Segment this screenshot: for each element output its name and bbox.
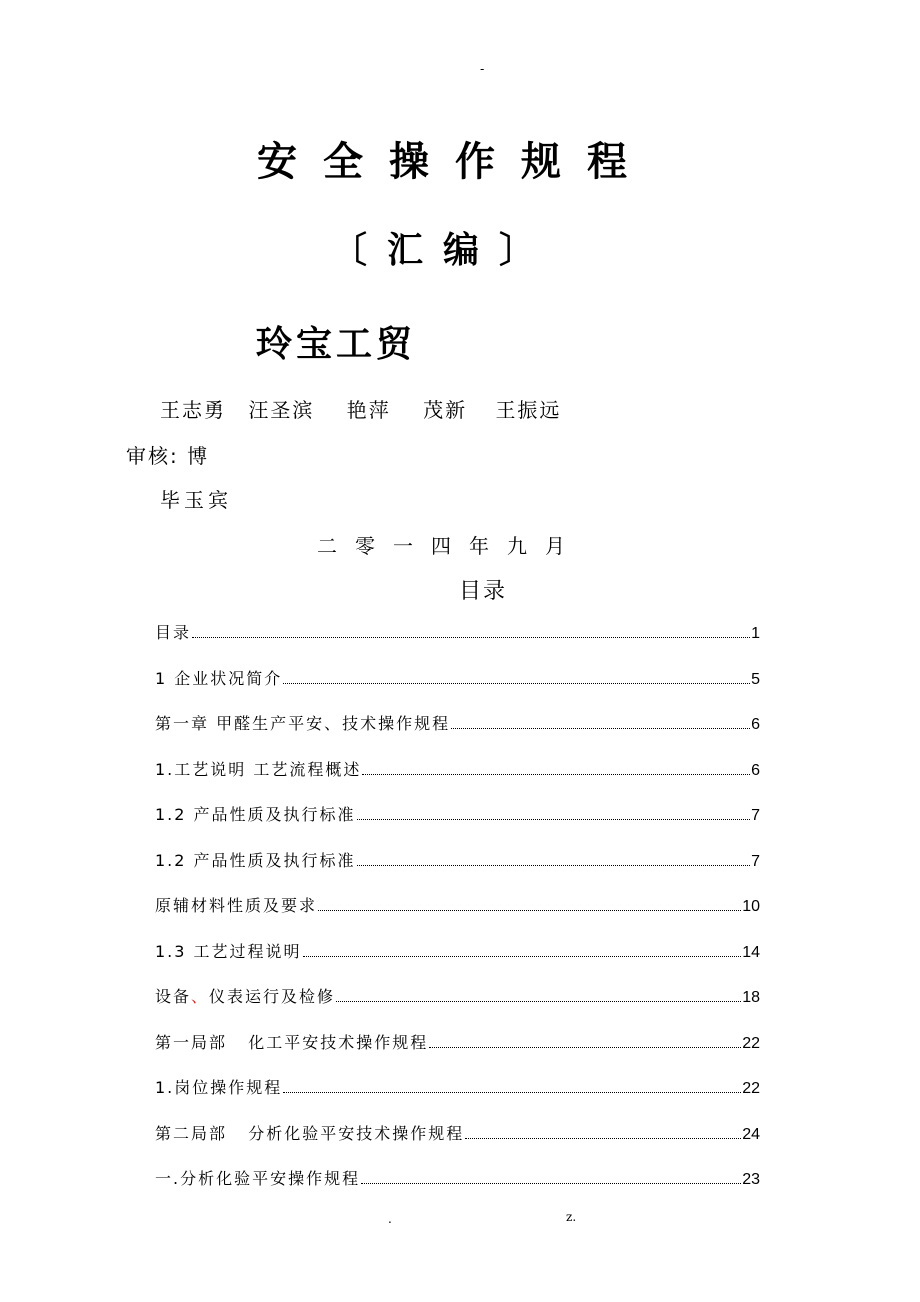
toc-entry-label: 1.2 产品性质及执行标准	[155, 805, 356, 824]
toc-heading: 目录	[458, 579, 507, 604]
author: 艳萍	[346, 398, 391, 422]
toc-leader-dots	[361, 1182, 741, 1184]
toc-leader-dots	[357, 864, 751, 866]
author: 茂新	[423, 398, 468, 422]
toc-entry-label: 一.分析化验平安操作规程	[155, 1169, 361, 1188]
footer-left-mark: .	[388, 1212, 392, 1226]
toc-entry-label: 1.3 工艺过程说明	[155, 941, 302, 961]
toc-entry[interactable]	[155, 757, 760, 803]
toc-entry-page: 6	[751, 761, 760, 779]
toc-leader-dots	[283, 682, 750, 684]
toc-entry[interactable]	[155, 802, 760, 848]
toc-leader-dots	[465, 1137, 741, 1139]
toc-leader-dots	[336, 1000, 741, 1002]
toc-entry[interactable]	[155, 893, 760, 939]
toc-entry-page: 14	[742, 943, 760, 961]
toc-entry-page: 24	[742, 1125, 760, 1143]
toc-entry[interactable]	[155, 1121, 760, 1167]
toc-label-separator: 、	[191, 987, 210, 1006]
toc-entry[interactable]	[155, 666, 760, 712]
toc-leader-dots	[451, 727, 750, 729]
document-title: 安全操作规程	[257, 139, 653, 185]
toc-entry[interactable]	[155, 1030, 760, 1076]
toc-entry[interactable]	[155, 711, 760, 757]
toc-entry-label: 1.工艺说明 工艺流程概述	[155, 759, 362, 779]
toc-leader-dots	[357, 818, 751, 820]
author: 汪圣滨	[248, 398, 315, 422]
toc-entry-page: 23	[742, 1171, 760, 1188]
author-list	[160, 394, 575, 423]
toc-leader-dots	[362, 773, 750, 775]
toc-entry-page: 5	[751, 670, 760, 688]
author: 王振远	[495, 398, 562, 422]
author: 王志勇	[160, 398, 226, 422]
toc-entry-page: 10	[742, 898, 760, 915]
toc-entry-label: 第一章 甲醛生产平安、技术操作规程	[155, 714, 451, 733]
document-date: 二零一四年九月	[317, 534, 583, 558]
document-subtitle: 〔汇编〕	[330, 230, 555, 271]
toc-entry[interactable]	[155, 848, 760, 894]
organization-name: 玲宝工贸	[256, 324, 417, 365]
toc-entry-label: 1.2 产品性质及执行标准	[155, 850, 356, 870]
toc-leader-dots	[192, 636, 750, 638]
reviewer-line: 审核: 博	[126, 444, 210, 468]
toc-leader-dots	[303, 955, 742, 957]
header-mark: -	[480, 62, 485, 76]
toc-leader-dots	[318, 909, 741, 911]
toc-entry-page: 1	[751, 625, 760, 642]
toc-label-part: 设备	[155, 987, 192, 1006]
toc-entry-label: 1 企业状况简介	[155, 668, 283, 688]
toc-entry[interactable]	[155, 1166, 760, 1212]
toc-entry-label: 1.岗位操作规程	[155, 1078, 283, 1097]
toc-entry-page: 7	[751, 852, 760, 870]
toc-entry-page: 22	[742, 1034, 760, 1052]
toc-entry-label	[155, 984, 335, 1007]
toc-entry-label: 目录	[155, 623, 192, 642]
toc-leader-dots	[283, 1091, 741, 1093]
toc-entry-page: 18	[742, 989, 760, 1006]
toc-entry[interactable]	[155, 1075, 760, 1121]
toc-leader-dots	[429, 1046, 741, 1048]
toc-entry-page: 22	[742, 1080, 760, 1097]
toc-entry-page: 6	[751, 716, 760, 733]
toc-entry[interactable]	[155, 620, 760, 666]
toc-entry-label: 第二局部 分析化验平安技术操作规程	[155, 1123, 465, 1143]
toc-entry-label: 第一局部 化工平安技术操作规程	[155, 1032, 429, 1052]
toc-entry[interactable]	[155, 984, 760, 1030]
footer-right-mark: z.	[566, 1210, 577, 1224]
table-of-contents	[155, 620, 760, 1212]
toc-entry-label: 原辅材料性质及要求	[155, 896, 318, 915]
toc-entry[interactable]	[155, 939, 760, 985]
toc-label-part: 仪表运行及检修	[209, 987, 336, 1006]
toc-entry-page: 7	[751, 807, 760, 824]
reviewer-name: 毕玉宾	[160, 488, 232, 512]
